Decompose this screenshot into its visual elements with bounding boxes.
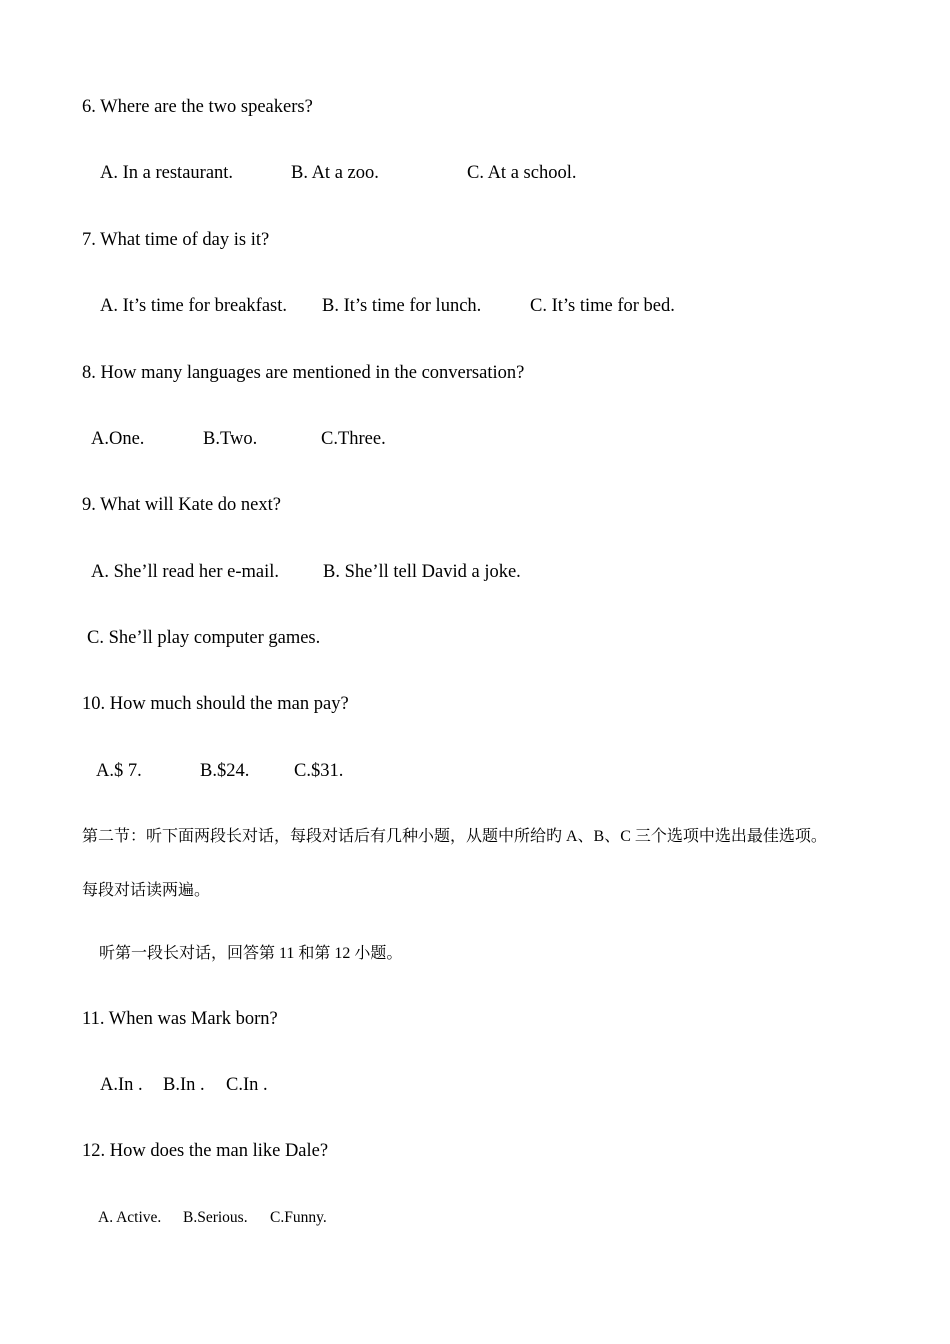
question-6-option-a: A. In a restaurant. [100,163,234,183]
dialog-1-intro: 听第一段长对话，回答第 11 和第 12 小题。 [99,945,403,962]
question-6-prompt: 6. Where are the two speakers? [82,97,313,117]
question-7-option-c: C. It’s time for bed. [530,296,675,316]
question-11-prompt: 11. When was Mark born? [82,1009,278,1029]
question-8-option-b: B.Two. [203,429,258,449]
section-2-instruction-line-2: 每段对话读两遍。 [82,882,211,899]
question-12-option-c: C.Funny. [270,1209,327,1226]
question-7-option-b: B. It’s time for lunch. [322,296,482,316]
question-10-option-a: A.$ 7. [96,761,142,781]
question-12-option-a: A. Active. [98,1209,162,1226]
question-10-prompt: 10. How much should the man pay? [82,694,349,714]
question-8-option-c: C.Three. [321,429,386,449]
question-7-option-a: A. It’s time for breakfast. [100,296,287,316]
question-9-option-b: B. She’ll tell David a joke. [323,562,521,582]
question-12-prompt: 12. How does the man like Dale? [82,1141,329,1161]
section-2-instruction-line-1: 第二节：听下面两段长对话，每段对话后有几种小题，从题中所给旳 A、B、C 三个选项中选出最佳选项。 [82,828,827,845]
question-9-option-c: C. She’ll play computer games. [87,628,321,648]
question-9-prompt: 9. What will Kate do next? [82,495,281,515]
question-8-prompt: 8. How many languages are mentioned in the conversation? [82,363,525,383]
question-10-option-c: C.$31. [294,761,344,781]
question-7-prompt: 7. What time of day is it? [82,230,270,250]
question-11-option-c: C.In . [226,1075,268,1095]
question-10-option-b: B.$24. [200,761,250,781]
question-6-option-c: C. At a school. [467,163,577,183]
question-12-option-b: B.Serious. [183,1209,248,1226]
question-11-option-a: A.In . [100,1075,143,1095]
question-9-option-a: A. She’ll read her e-mail. [91,562,280,582]
question-8-option-a: A.One. [91,429,145,449]
question-6-option-b: B. At a zoo. [291,163,379,183]
question-11-option-b: B.In . [163,1075,205,1095]
